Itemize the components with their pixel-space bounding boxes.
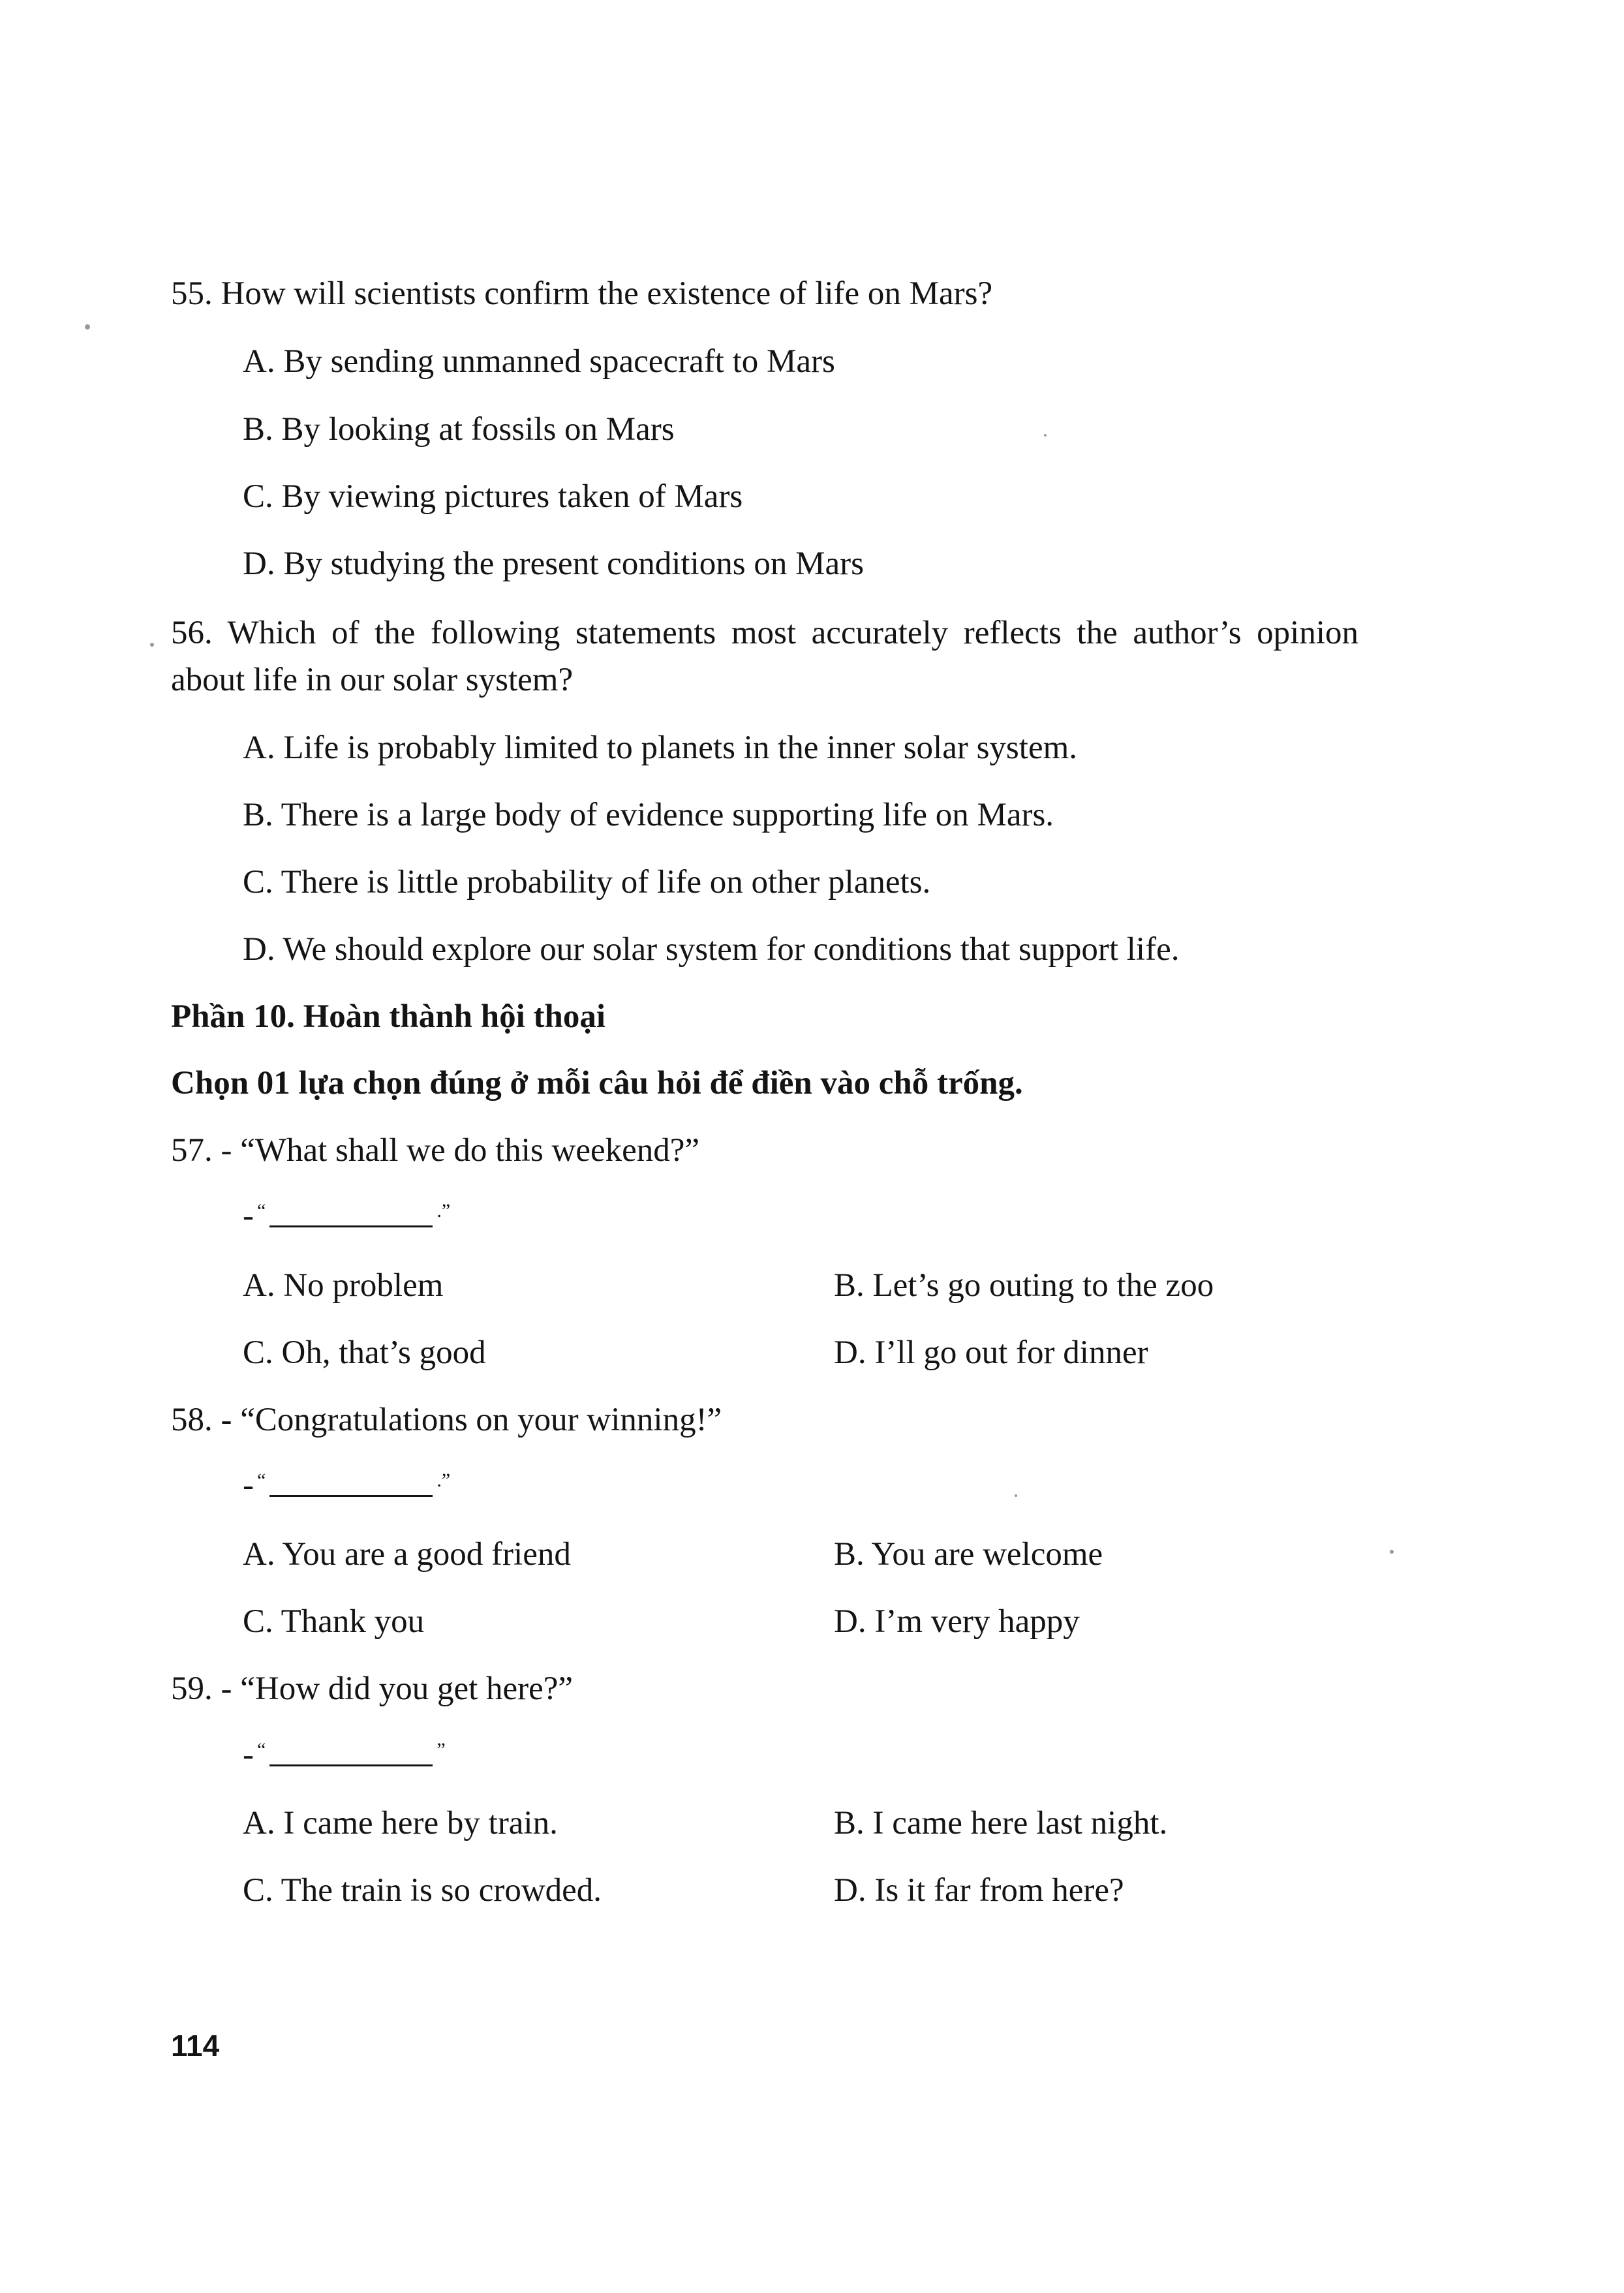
reply-dash: -	[243, 1467, 254, 1503]
question-58-answer-blank	[243, 1461, 450, 1505]
scan-speck	[1390, 1550, 1394, 1554]
question-58-option-b: B. You are welcome	[834, 1536, 1103, 1573]
question-57-stem: 57. - “What shall we do this weekend?”	[171, 1132, 700, 1169]
question-57-option-a: A. No problem	[243, 1267, 444, 1304]
reply-close-quote: .”	[437, 1200, 451, 1222]
question-57-option-d: D. I’ll go out for dinner	[834, 1334, 1148, 1371]
reply-dash: -	[243, 1197, 254, 1234]
question-59-option-a: A. I came here by train.	[243, 1805, 558, 1841]
question-55-option-a: A. By sending unmanned spacecraft to Mars	[243, 343, 835, 380]
question-57-option-c: C. Oh, that’s good	[243, 1334, 486, 1371]
question-56-option-d: D. We should explore our solar system for conditions that support life.	[243, 931, 1180, 968]
question-57-answer-blank	[243, 1192, 450, 1235]
question-55-option-d: D. By studying the present conditions on Mars	[243, 546, 864, 582]
question-57-option-b: B. Let’s go outing to the zoo	[834, 1267, 1214, 1304]
question-58-option-c: C. Thank you	[243, 1603, 425, 1640]
question-56-stem: 56. Which of the following statements most accurately reflects the author’s opinion about life in our solar system?	[171, 615, 1358, 698]
question-58-stem: 58. - “Congratulations on your winning!”	[171, 1402, 722, 1438]
reply-open-quote: “	[257, 1739, 266, 1761]
fill-in-blank	[269, 1197, 433, 1227]
scan-speck	[1044, 434, 1047, 437]
question-59-option-c: C. The train is so crowded.	[243, 1872, 602, 1909]
question-55-option-c: C. By viewing pictures taken of Mars	[243, 478, 743, 515]
fill-in-blank	[269, 1736, 433, 1766]
page-number: 114	[171, 2029, 220, 2063]
question-58-option-d: D. I’m very happy	[834, 1603, 1080, 1640]
question-59-option-b: B. I came here last night.	[834, 1805, 1168, 1841]
question-55-option-b: B. By looking at fossils on Mars	[243, 411, 675, 448]
question-56-option-c: C. There is little probability of life on other planets.	[243, 864, 931, 900]
section-title: Phần 10. Hoàn thành hội thoại	[171, 998, 606, 1035]
reply-open-quote: “	[257, 1200, 266, 1222]
question-59-stem: 59. - “How did you get here?”	[171, 1670, 574, 1707]
reply-close-quote: .”	[437, 1470, 451, 1491]
question-59-answer-blank	[243, 1731, 446, 1774]
reply-dash: -	[243, 1736, 254, 1773]
reply-open-quote: “	[257, 1470, 266, 1491]
scan-speck	[85, 324, 90, 330]
question-56-option-b: B. There is a large body of evidence supporting life on Mars.	[243, 797, 1054, 833]
question-59-option-d: D. Is it far from here?	[834, 1872, 1124, 1909]
question-55-stem: 55. How will scientists confirm the existence of life on Mars?	[171, 275, 993, 312]
question-58-option-a: A. You are a good friend	[243, 1536, 571, 1573]
question-56-option-a: A. Life is probably limited to planets in the inner solar system.	[243, 730, 1078, 766]
fill-in-blank	[269, 1466, 433, 1497]
section-instruction: Chọn 01 lựa chọn đúng ở mỗi câu hỏi để điền vào chỗ trống.	[171, 1065, 1023, 1101]
reply-close-quote: ”	[437, 1739, 446, 1761]
scan-speck	[150, 643, 154, 647]
scan-speck	[1015, 1494, 1017, 1497]
